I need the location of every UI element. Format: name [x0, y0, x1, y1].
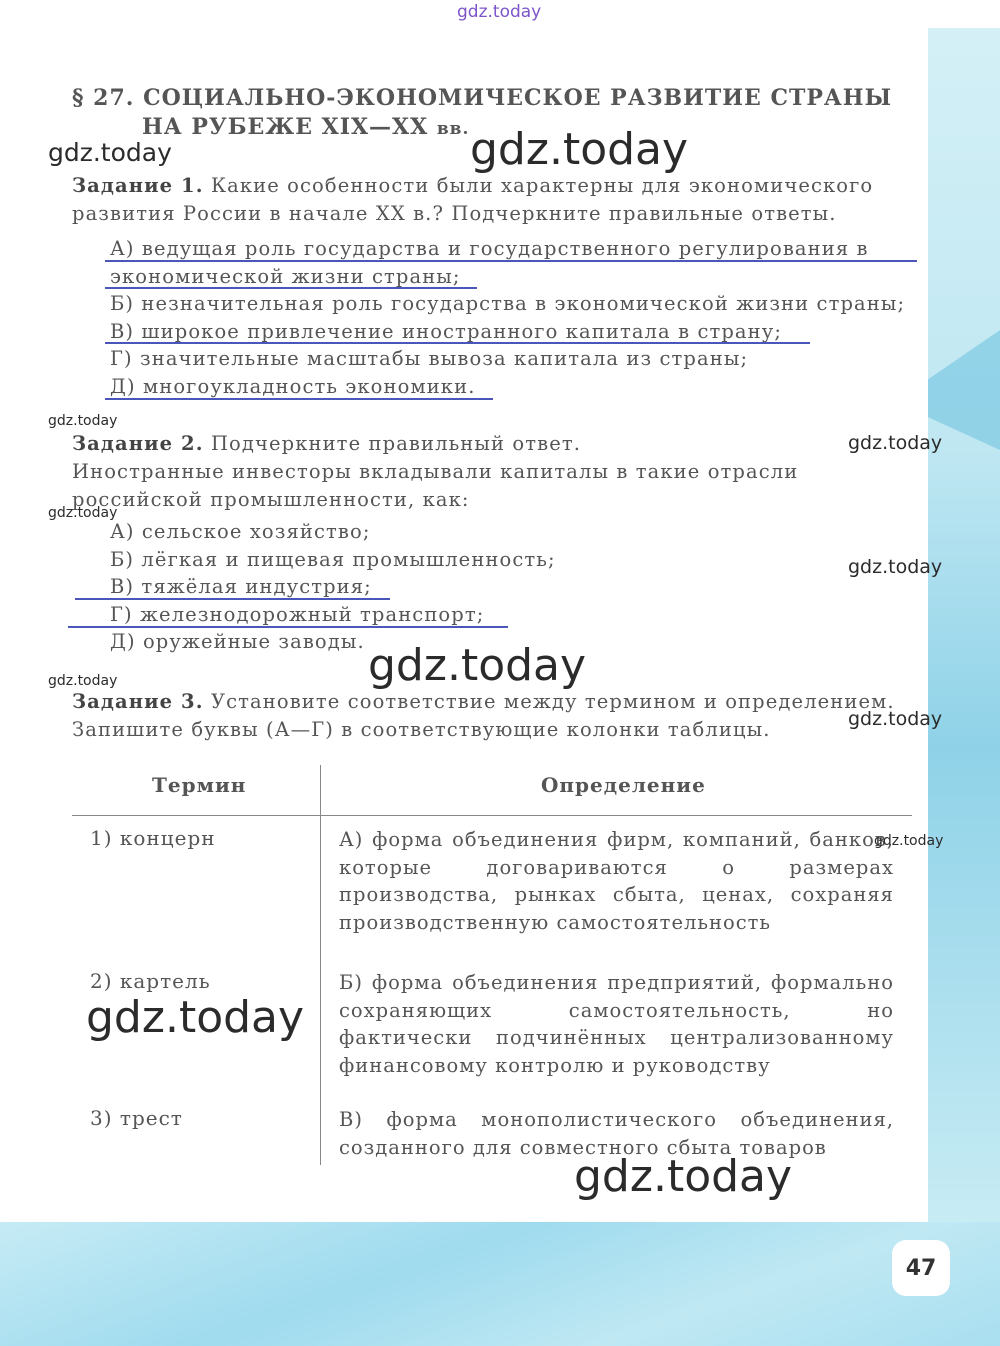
table-header-divider	[72, 815, 912, 816]
answer-underline	[105, 260, 917, 262]
watermark: gdz.today	[574, 1151, 793, 1202]
answer-underline	[105, 398, 493, 400]
watermark: gdz.today	[848, 556, 943, 578]
task1-option-v: В) широкое привлечение иностранного капитала в страну;	[110, 319, 783, 343]
section-title-line2: НА РУБЕЖЕ XIX—XX вв.	[142, 114, 470, 140]
task1-option-a: А) ведущая роль государства и государственного регулирования в	[110, 237, 869, 260]
task2-prompt: Задание 2. Подчеркните правильный ответ. Иностранные инвесторы вкладывали капиталы в такие отрасли российской промышленности, как:	[72, 432, 799, 511]
task3-prompt: Задание 3. Установите соответствие между термином и определением. Запишите буквы (А—Г) в соответствующие колонки таблицы.	[72, 690, 895, 741]
answer-underline	[105, 342, 810, 344]
task2-option-v: В) тяжёлая индустрия;	[110, 575, 372, 598]
watermark: gdz.today	[48, 505, 118, 521]
task1-option-a-cont: экономической жизни страны;	[110, 264, 461, 288]
table-term-3: 3) трест	[90, 1106, 183, 1130]
table-header-definition: Определение	[541, 773, 706, 797]
task2-option-b: Б) лёгкая и пищевая промышленность;	[110, 547, 556, 571]
table-term-1: 1) концерн	[90, 826, 216, 850]
table-column-divider	[320, 765, 321, 1165]
watermark: gdz.today	[86, 992, 305, 1043]
watermark: gdz.today	[48, 413, 118, 429]
task1-prompt: Задание 1. Какие особенности были характерны для экономического развития России в начале XX в.? Подчеркните правильные ответы.	[72, 174, 874, 225]
task1-option-d: Д) многоукладность экономики.	[110, 374, 476, 398]
task2-options	[110, 518, 920, 656]
section-title-line1: § 27. СОЦИАЛЬНО-ЭКОНОМИЧЕСКОЕ РАЗВИТИЕ СТРАНЫ	[72, 85, 893, 111]
table-definition-2: Б) форма объединения предприятий, формально сохраняющих самостоятельность, но фактически подчинённых централизованному финансовому контролю и руководству	[339, 971, 894, 1077]
task2-option-a: А) сельское хозяйство;	[110, 520, 371, 543]
answer-underline	[68, 626, 508, 628]
table-header-term: Термин	[152, 773, 247, 797]
answer-underline	[75, 598, 390, 600]
watermark: gdz.today	[48, 673, 118, 689]
background-decoration-right	[928, 28, 1000, 1228]
watermark: gdz.today	[48, 138, 172, 167]
watermark: gdz.today	[470, 124, 689, 175]
table-term-2: 2) картель	[90, 969, 211, 993]
task2-option-g: Г) железнодорожный транспорт;	[110, 602, 485, 626]
table-definition-1: А) форма объединения фирм, компаний, банков, которые договариваются о размерах производства, рынках сбыта, ценах, сохраняя производственную самостоятельность	[339, 828, 894, 934]
background-decoration-bottom	[0, 1222, 1000, 1346]
task2-option-d: Д) оружейные заводы.	[110, 630, 365, 653]
table-definition-3: В) форма монополистического объединения, созданного для совместного сбыта товаров	[339, 1108, 894, 1159]
task1-option-g: Г) значительные масштабы вывоза капитала из страны;	[110, 347, 749, 370]
watermark: gdz.today	[848, 432, 943, 454]
watermark: gdz.today	[457, 2, 542, 22]
watermark: gdz.today	[848, 708, 943, 730]
watermark: gdz.today	[368, 640, 587, 691]
watermark: gdz.today	[874, 833, 944, 849]
page-number: 47	[892, 1240, 950, 1296]
answer-underline	[105, 287, 477, 289]
task1-option-b: Б) незначительная роль государства в экономической жизни страны;	[110, 292, 906, 315]
